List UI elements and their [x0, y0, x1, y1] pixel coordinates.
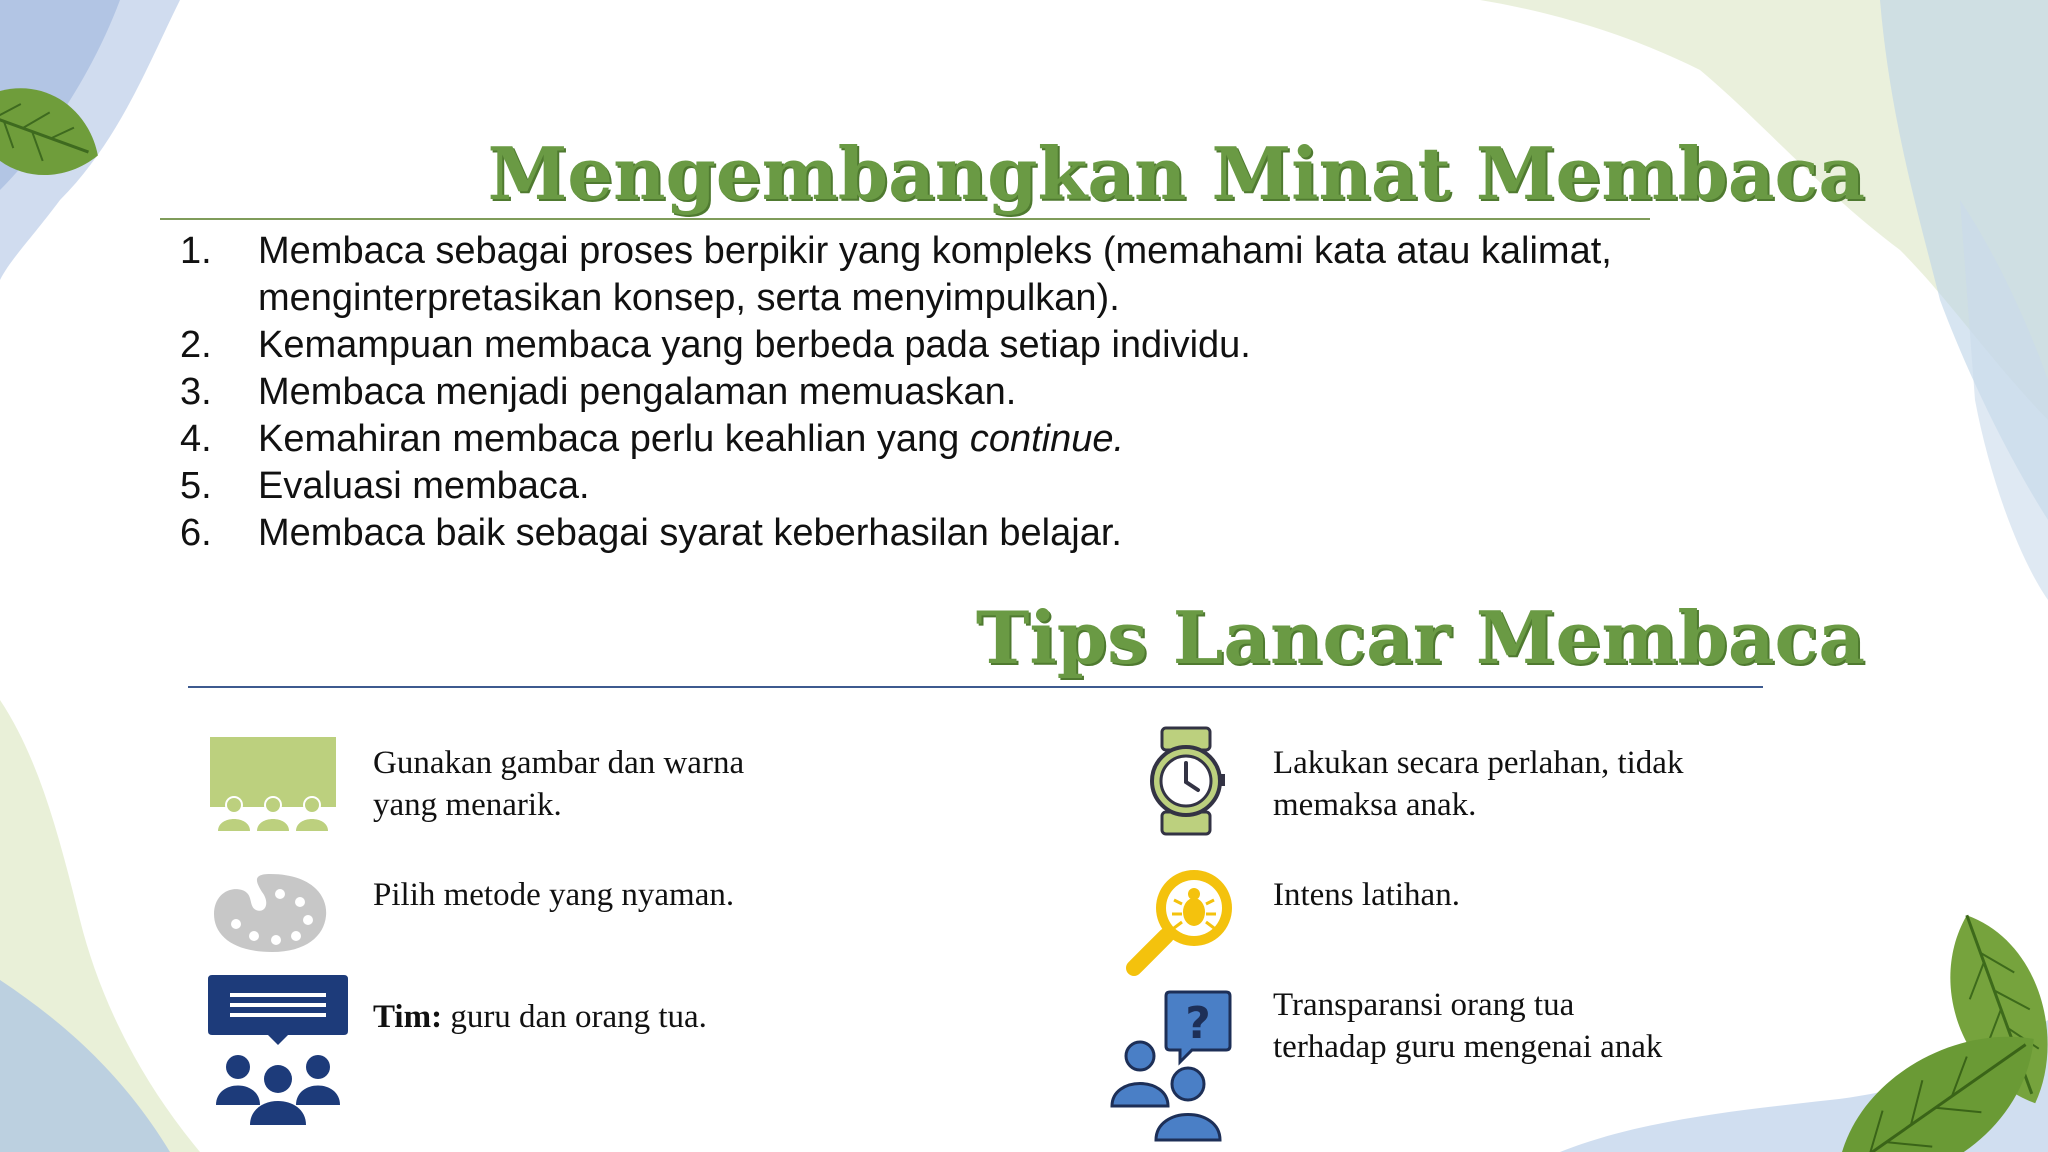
watch-icon: [1146, 726, 1226, 836]
tips-divider: [188, 686, 1763, 688]
list-number: 4.: [180, 418, 212, 460]
list-text-italic: continue.: [969, 418, 1125, 460]
list-item: [180, 416, 1720, 463]
palette-icon: [212, 872, 328, 954]
list-item: [180, 463, 1720, 510]
tip-text: Lakukan secara perlahan, tidak memaksa anak.: [1273, 745, 1684, 823]
tip-bold-label: Tim:: [373, 999, 443, 1035]
list-text: Membaca baik sebagai syarat keberhasilan belajar.: [258, 512, 1122, 554]
tip-rest: guru dan orang tua.: [442, 999, 707, 1035]
reading-points-list: [180, 228, 1720, 557]
tip-text: [373, 996, 793, 1038]
list-item: [180, 322, 1720, 369]
svg-text:?: ?: [1185, 998, 1211, 1049]
list-text: Evaluasi membaca.: [258, 465, 590, 507]
list-number: 6.: [180, 512, 212, 554]
tips-title: Tips Lancar Membaca: [975, 595, 1865, 680]
list-number: 5.: [180, 465, 212, 507]
list-item: [180, 228, 1720, 322]
title-divider: [160, 218, 1650, 220]
list-text: Membaca sebagai proses berpikir yang kompleks (memahami kata atau kalimat, menginterpretasikan konsep, serta menyimpulkan).: [258, 230, 1612, 319]
list-number: 3.: [180, 371, 212, 413]
bug-search-icon: [1126, 864, 1246, 980]
list-number: 1.: [180, 230, 212, 272]
tip-text: Transparansi orang tua terhadap guru mengenai anak: [1273, 987, 1663, 1065]
presentation-audience-icon: [208, 735, 338, 835]
list-text: Kemampuan membaca yang berbeda pada setiap individu.: [258, 324, 1251, 366]
list-text: [258, 416, 1720, 463]
meeting-chat-icon: [208, 975, 348, 1125]
list-text: Membaca menjadi pengalaman memuaskan.: [258, 371, 1017, 413]
tip-text: Pilih metode yang nyaman.: [373, 877, 735, 913]
list-item: [180, 369, 1720, 416]
tip-text: Intens latihan.: [1273, 877, 1460, 913]
list-item: [180, 510, 1720, 557]
list-text-main: Kemahiran membaca perlu keahlian yang: [258, 418, 970, 460]
slide-title: Mengembangkan Minat Membaca: [487, 131, 1865, 216]
tip-text: Gunakan gambar dan warna yang menarik.: [373, 745, 745, 823]
question-discussion-icon: [1108, 990, 1232, 1144]
list-number: 2.: [180, 324, 212, 366]
